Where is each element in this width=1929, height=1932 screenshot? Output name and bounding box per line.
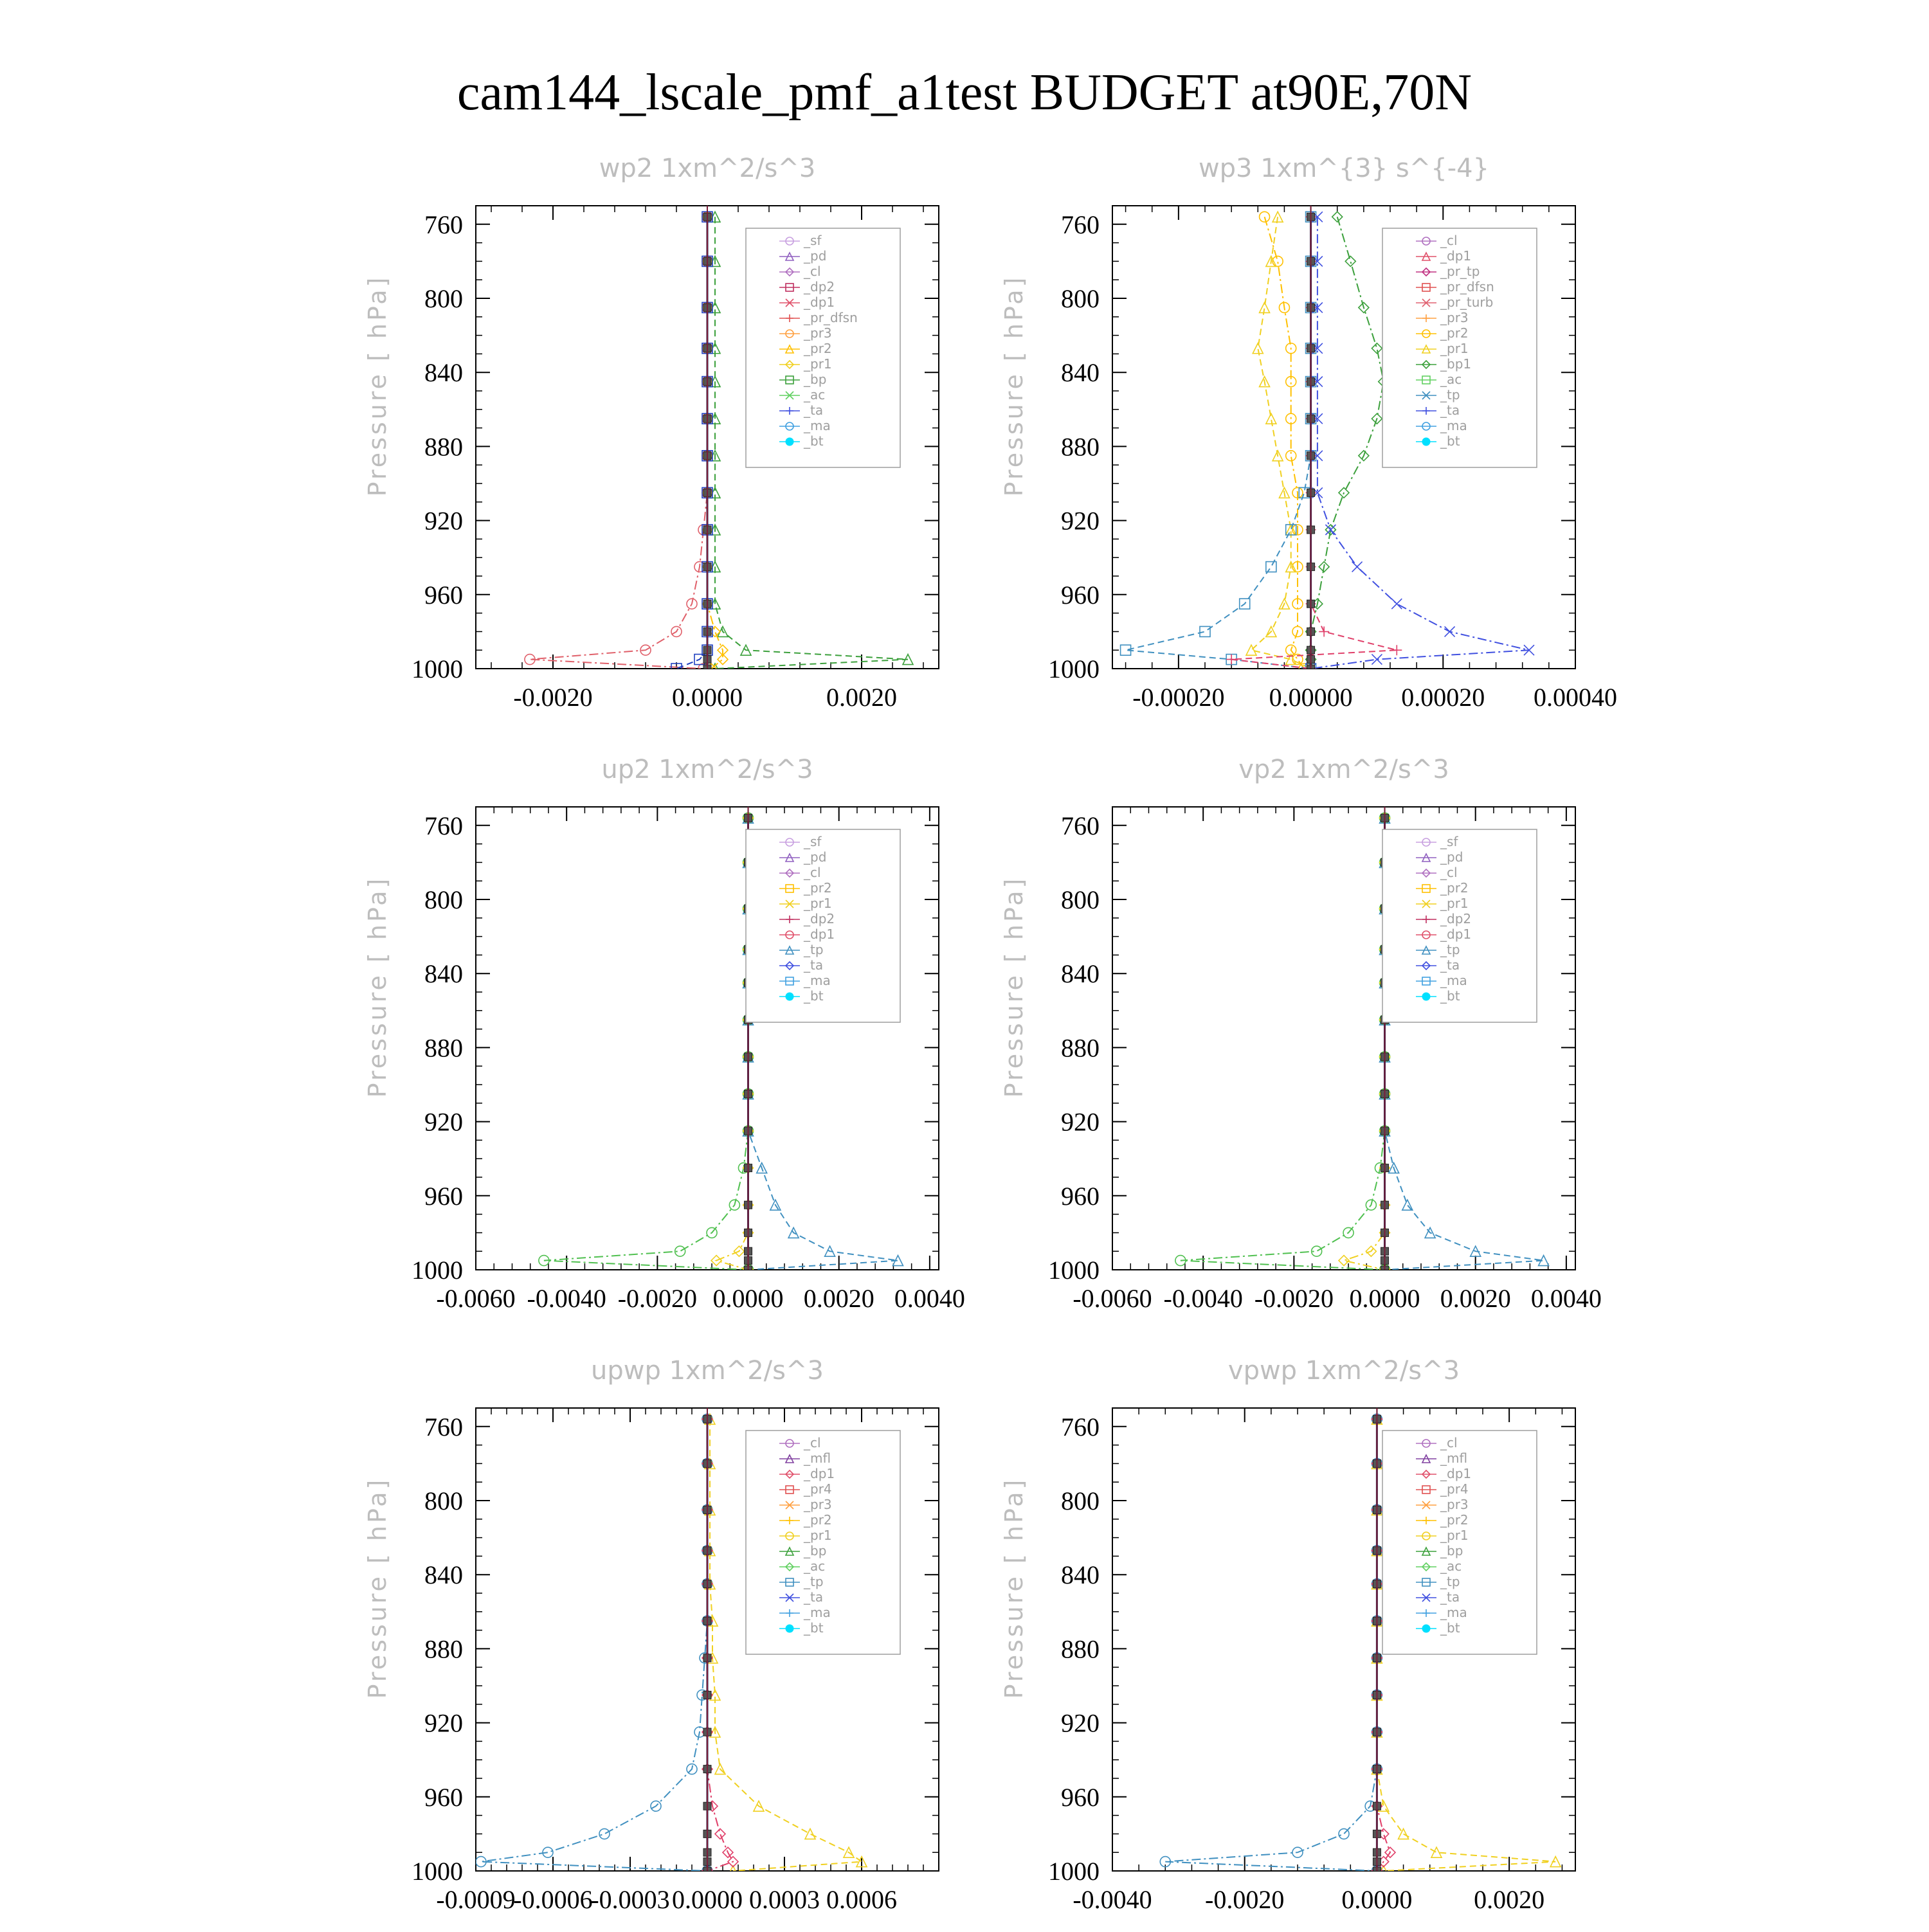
data-point bbox=[1260, 212, 1270, 222]
y-tick-label: 880 bbox=[1061, 1634, 1100, 1664]
legend-entry: _pr1 bbox=[1440, 1528, 1469, 1543]
legend-entry: _pr_dfsn bbox=[1440, 279, 1494, 294]
data-point bbox=[1391, 645, 1402, 655]
legend-entry: _pd bbox=[804, 849, 827, 865]
panels-group bbox=[363, 154, 1617, 1914]
legend-swatch-marker bbox=[786, 438, 793, 446]
series-line-bp1 bbox=[1311, 217, 1384, 669]
x-tick-label: -0.0020 bbox=[1254, 1284, 1334, 1313]
legend-entry: _cl bbox=[804, 865, 821, 880]
panel-title: vpwp 1xm^2/s^3 bbox=[1227, 1356, 1460, 1386]
y-tick-label: 800 bbox=[424, 1486, 463, 1515]
y-tick-label: 760 bbox=[424, 210, 463, 239]
y-tick-label: 960 bbox=[424, 1181, 463, 1211]
legend-entry: _pr2 bbox=[804, 341, 832, 356]
panel-2 bbox=[1000, 154, 1617, 712]
x-tick-label: -0.0040 bbox=[1163, 1284, 1243, 1313]
y-tick-label: 880 bbox=[424, 432, 463, 462]
x-tick-label: 0.0020 bbox=[803, 1284, 874, 1313]
legend-entry: _tp bbox=[1440, 387, 1460, 402]
data-point bbox=[715, 1828, 725, 1839]
legend-entry: _tp bbox=[1440, 1574, 1460, 1589]
legend-entry: _dp1 bbox=[1440, 926, 1472, 942]
legend-entry: _dp1 bbox=[804, 926, 835, 942]
data-point bbox=[1339, 1828, 1349, 1839]
panel-3 bbox=[363, 755, 965, 1313]
y-tick-label: 760 bbox=[424, 1412, 463, 1441]
legend-entry: _pr3 bbox=[804, 1497, 832, 1512]
y-tick-label: 1000 bbox=[412, 1256, 463, 1285]
legend-swatch-marker bbox=[1422, 438, 1430, 446]
y-tick-label: 920 bbox=[424, 1708, 463, 1738]
data-point bbox=[1339, 1256, 1349, 1266]
y-axis-label: Pressure [ hPa] bbox=[363, 275, 392, 497]
legend-entry: _ma bbox=[804, 973, 831, 988]
x-tick-label: 0.0000 bbox=[1341, 1885, 1413, 1914]
x-tick-label: -0.0060 bbox=[1073, 1284, 1152, 1313]
x-tick-label: 0.0020 bbox=[826, 683, 897, 712]
legend-entry: _ma bbox=[804, 1605, 831, 1620]
data-point bbox=[1352, 562, 1363, 572]
legend-entry: _pr2 bbox=[1440, 325, 1469, 341]
legend-entry: _dp1 bbox=[804, 294, 835, 310]
y-tick-label: 920 bbox=[1061, 1107, 1100, 1137]
x-tick-label: -0.0020 bbox=[617, 1284, 698, 1313]
x-tick-label: -0.00020 bbox=[1132, 683, 1225, 712]
y-axis-label: Pressure [ hPa] bbox=[1000, 1477, 1028, 1699]
x-tick-label: 0.00000 bbox=[1269, 683, 1353, 712]
legend-entry: _pr2 bbox=[804, 1512, 832, 1528]
x-tick-label: 0.00040 bbox=[1534, 683, 1617, 712]
legend-entry: _pr1 bbox=[1440, 341, 1469, 356]
data-point bbox=[599, 1828, 610, 1839]
legend-entry: _dp2 bbox=[804, 279, 835, 294]
legend-entry: _bt bbox=[804, 433, 824, 449]
legend-entry: _pd bbox=[1440, 849, 1463, 865]
y-tick-label: 960 bbox=[1061, 1181, 1100, 1211]
y-tick-label: 840 bbox=[424, 959, 463, 989]
legend-entry: _cl bbox=[804, 1435, 821, 1450]
legend-swatch-marker bbox=[786, 1625, 793, 1632]
y-tick-label: 1000 bbox=[1048, 655, 1100, 683]
x-tick-label: 0.0000 bbox=[672, 683, 743, 712]
y-axis-label: Pressure [ hPa] bbox=[363, 1477, 392, 1699]
legend-entry: _ma bbox=[1440, 418, 1467, 433]
x-tick-label: 0.0020 bbox=[1474, 1885, 1545, 1914]
legend-entry: _pr3 bbox=[804, 325, 832, 341]
legend-entry: _cl bbox=[1440, 1435, 1458, 1450]
data-point bbox=[1445, 626, 1455, 636]
series-line-dp1 bbox=[1181, 818, 1385, 1270]
x-tick-label: 0.0000 bbox=[672, 1885, 743, 1914]
y-tick-label: 760 bbox=[1061, 210, 1100, 239]
legend-entry: _bp bbox=[1440, 1543, 1463, 1558]
legend-swatch-marker bbox=[786, 993, 793, 1000]
y-tick-label: 920 bbox=[424, 1107, 463, 1137]
legend-entry: _pr_turb bbox=[1440, 294, 1494, 310]
series-line-pr1 bbox=[1344, 818, 1385, 1270]
legend-entry: _tp bbox=[1440, 942, 1460, 957]
data-point bbox=[1391, 599, 1402, 609]
panel-5 bbox=[363, 1356, 939, 1914]
x-tick-label: -0.0009 bbox=[436, 1885, 516, 1914]
series-line-dp1 bbox=[530, 217, 707, 669]
legend-entry: _dp1 bbox=[1440, 1466, 1472, 1481]
panel-title: up2 1xm^2/s^3 bbox=[601, 755, 813, 784]
legend-entry: _bt bbox=[1440, 433, 1460, 449]
legend-entry: _cl bbox=[1440, 865, 1458, 880]
y-tick-label: 760 bbox=[1061, 811, 1100, 840]
data-point bbox=[1325, 525, 1336, 535]
y-tick-label: 760 bbox=[424, 811, 463, 840]
y-tick-label: 880 bbox=[424, 1033, 463, 1063]
data-point bbox=[1399, 1828, 1409, 1839]
legend-entry: _bp bbox=[804, 372, 827, 387]
panel-6 bbox=[1000, 1356, 1575, 1914]
data-point bbox=[1319, 626, 1329, 636]
y-tick-label: 1000 bbox=[1048, 1256, 1100, 1285]
legend-entry: _dp2 bbox=[804, 911, 835, 926]
y-tick-label: 800 bbox=[1061, 885, 1100, 914]
y-tick-label: 920 bbox=[424, 506, 463, 536]
data-point bbox=[805, 1828, 815, 1839]
y-tick-label: 800 bbox=[1061, 1486, 1100, 1515]
legend-entry: _ma bbox=[1440, 973, 1467, 988]
panel-1 bbox=[363, 154, 939, 712]
y-tick-label: 880 bbox=[1061, 1033, 1100, 1063]
data-point bbox=[1266, 562, 1276, 572]
y-tick-label: 920 bbox=[1061, 506, 1100, 536]
legend-entry: _pr_tp bbox=[1440, 264, 1480, 279]
y-tick-label: 840 bbox=[424, 358, 463, 388]
x-tick-label: -0.0020 bbox=[513, 683, 593, 712]
legend-entry: _ta bbox=[1440, 957, 1460, 973]
legend-entry: _tp bbox=[804, 1574, 824, 1589]
y-axis-label: Pressure [ hPa] bbox=[1000, 876, 1028, 1098]
legend-entry: _pr1 bbox=[804, 356, 832, 372]
legend-entry: _sf bbox=[804, 233, 822, 248]
x-tick-label: 0.0000 bbox=[1349, 1284, 1420, 1313]
legend-entry: _pr_dfsn bbox=[804, 310, 858, 325]
series-line-tp bbox=[1165, 1419, 1377, 1871]
legend-entry: _ta bbox=[1440, 1589, 1460, 1605]
legend-entry: _mfl bbox=[804, 1450, 831, 1466]
legend-entry: _ta bbox=[804, 1589, 824, 1605]
legend-entry: _pr4 bbox=[804, 1481, 832, 1497]
series-line-tp bbox=[481, 1419, 707, 1871]
y-tick-label: 880 bbox=[1061, 432, 1100, 462]
y-tick-label: 800 bbox=[1061, 284, 1100, 313]
series-line-pr2 bbox=[1265, 217, 1305, 669]
legend-entry: _pr1 bbox=[1440, 896, 1469, 911]
x-tick-label: 0.0040 bbox=[894, 1284, 965, 1313]
x-tick-label: 0.0006 bbox=[826, 1885, 897, 1914]
legend-entry: _ta bbox=[804, 957, 824, 973]
x-tick-label: -0.0040 bbox=[527, 1284, 606, 1313]
y-tick-label: 960 bbox=[1061, 580, 1100, 609]
legend-entry: _cl bbox=[804, 264, 821, 279]
legend-entry: _bt bbox=[1440, 988, 1460, 1004]
legend-entry: _pr2 bbox=[1440, 1512, 1469, 1528]
legend-entry: _pr1 bbox=[804, 896, 832, 911]
y-axis-label: Pressure [ hPa] bbox=[363, 876, 392, 1098]
legend-entry: _dp1 bbox=[804, 1466, 835, 1481]
y-tick-label: 1000 bbox=[412, 655, 463, 683]
x-tick-label: -0.0040 bbox=[1073, 1885, 1152, 1914]
legend-entry: _pr3 bbox=[1440, 1497, 1469, 1512]
x-tick-label: 0.0003 bbox=[749, 1885, 820, 1914]
legend-entry: _pr2 bbox=[1440, 880, 1469, 896]
panel-title: wp3 1xm^{3} s^{-4} bbox=[1198, 154, 1490, 183]
legend-entry: _bp1 bbox=[1440, 356, 1472, 372]
panel-title: wp2 1xm^2/s^3 bbox=[599, 154, 816, 183]
legend-entry: _bt bbox=[1440, 1620, 1460, 1636]
y-tick-label: 1000 bbox=[412, 1857, 463, 1886]
x-tick-label: -0.0003 bbox=[590, 1885, 670, 1914]
legend-entry: _ac bbox=[1440, 372, 1462, 387]
legend-entry: _pr3 bbox=[1440, 310, 1469, 325]
legend-entry: _ac bbox=[804, 1558, 826, 1574]
x-tick-label: 0.0000 bbox=[712, 1284, 784, 1313]
x-tick-label: -0.0060 bbox=[436, 1284, 516, 1313]
legend-entry: _bt bbox=[804, 1620, 824, 1636]
legend-entry: _bp bbox=[804, 1543, 827, 1558]
x-tick-label: 0.0040 bbox=[1530, 1284, 1602, 1313]
legend-entry: _dp1 bbox=[1440, 248, 1472, 264]
legend-entry: _pr4 bbox=[1440, 1481, 1469, 1497]
y-tick-label: 960 bbox=[1061, 1782, 1100, 1812]
legend-entry: _tp bbox=[804, 942, 824, 957]
y-tick-label: 800 bbox=[424, 284, 463, 313]
y-tick-label: 840 bbox=[1061, 358, 1100, 388]
panel-4 bbox=[1000, 755, 1602, 1313]
y-tick-label: 960 bbox=[424, 580, 463, 609]
y-axis-label: Pressure [ hPa] bbox=[1000, 275, 1028, 497]
x-tick-label: -0.0006 bbox=[513, 1885, 593, 1914]
y-tick-label: 760 bbox=[1061, 1412, 1100, 1441]
legend-entry: _cl bbox=[1440, 233, 1458, 248]
y-tick-label: 880 bbox=[424, 1634, 463, 1664]
y-tick-label: 960 bbox=[424, 1782, 463, 1812]
legend-swatch-marker bbox=[1422, 993, 1430, 1000]
y-tick-label: 1000 bbox=[1048, 1857, 1100, 1886]
data-point bbox=[1226, 655, 1236, 665]
legend-entry: _pr2 bbox=[804, 880, 832, 896]
panel-title: upwp 1xm^2/s^3 bbox=[591, 1356, 824, 1386]
data-point bbox=[1345, 256, 1355, 266]
legend-swatch-marker bbox=[1422, 1625, 1430, 1632]
series-line-dp1 bbox=[544, 818, 748, 1270]
legend-entry: _ta bbox=[804, 402, 824, 418]
y-tick-label: 840 bbox=[1061, 1560, 1100, 1590]
data-point bbox=[1200, 626, 1210, 636]
x-tick-label: -0.0020 bbox=[1205, 1885, 1285, 1914]
legend-entry: _pr1 bbox=[804, 1528, 832, 1543]
x-tick-label: 0.0020 bbox=[1440, 1284, 1511, 1313]
legend-entry: _ma bbox=[1440, 1605, 1467, 1620]
y-tick-label: 800 bbox=[424, 885, 463, 914]
data-point bbox=[1372, 343, 1382, 354]
figure-title: cam144_lscale_pmf_a1test BUDGET at90E,70N bbox=[457, 64, 1472, 121]
series-line-pr1 bbox=[716, 818, 748, 1270]
legend-entry: _ac bbox=[1440, 1558, 1462, 1574]
legend-entry: _mfl bbox=[1440, 1450, 1468, 1466]
panel-title: vp2 1xm^2/s^3 bbox=[1238, 755, 1449, 784]
x-tick-label: 0.00020 bbox=[1401, 683, 1485, 712]
legend-entry: _ta bbox=[1440, 402, 1460, 418]
data-point bbox=[1332, 212, 1343, 222]
legend-entry: _dp2 bbox=[1440, 911, 1472, 926]
legend-entry: _bt bbox=[804, 988, 824, 1004]
y-tick-label: 920 bbox=[1061, 1708, 1100, 1738]
legend-entry: _sf bbox=[1440, 834, 1458, 849]
y-tick-label: 840 bbox=[424, 1560, 463, 1590]
legend-entry: _pd bbox=[804, 248, 827, 264]
legend-entry: _sf bbox=[804, 834, 822, 849]
legend-entry: _ac bbox=[804, 387, 826, 402]
legend-entry: _ma bbox=[804, 418, 831, 433]
y-tick-label: 840 bbox=[1061, 959, 1100, 989]
